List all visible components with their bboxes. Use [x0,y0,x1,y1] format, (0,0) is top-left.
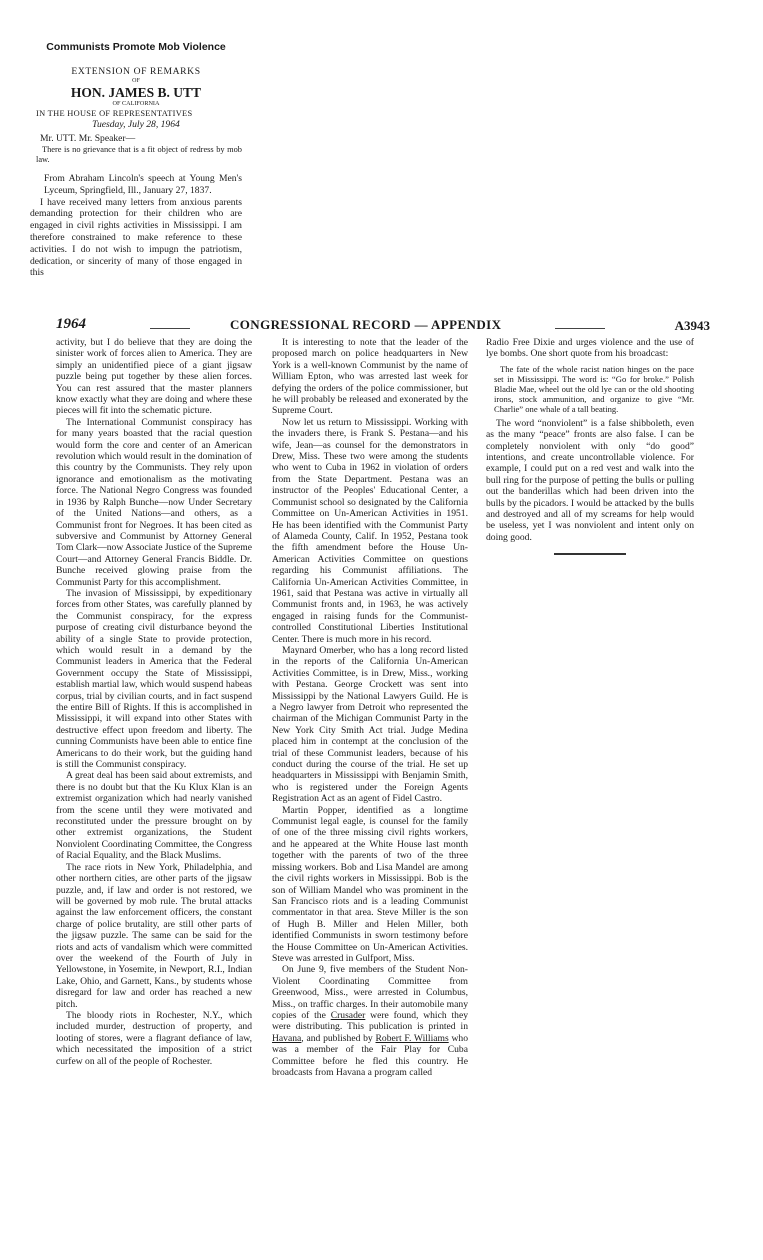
intro-paragraph: I have received many letters from anxious parents demanding protection for their children who are engaged in civil rights activities in Mississippi. I am therefore constrained to make reference to these activities. I do not wish to impugn the patriotism, dedication, or sincerity of many of those engaged in this [30,196,242,279]
speech-headline: Communists Promote Mob Violence [46,41,226,53]
page-header [50,316,710,336]
paragraph: Now let us return to Mississippi. Working with the invaders there, is Frank S. Pestana—and his wife, Jean—as counsel for the demonstrators in Drew, Miss. These two were among the students who went to Cuba in 1962 in violation of orders from the State Department. Pestana was an instructor of the Peoples' Educational Center, a Communist school so designated by the California Committee on Un-American Activities in 1951. He has been identified with the Communist Party of Alameda County, Calif. In 1952, Pestana took the fifth amendment before the House Un-American Activities Committee on questions regarding his Communist affiliations. The California Un-American Activities Committee, in 1961, said that Pestana was active in virtually all Communist fronts and, in 1963, he was actively engaged in raising funds for the Communist-controlled Constitutional Liberties Institutional Center. There is much more in his record. [272,416,468,645]
paragraph: Maynard Omerber, who has a long record listed in the reports of the California Un-American Activities Committee, is in Drew, Miss., working with Pestana. George Crockett was sent into Mississippi by the National Lawyers Guild. He is a Negro lawyer from Detroit who represented the chairman of the Michigan Communist Party in the New York City Smith Act trial. Judge Medina placed him in contempt at the conclusion of the trial of these Communist leaders, because of his conduct during the course of the trial. He set up headquarters in Mississippi with Benjamin Smith, who is registered under the Foreign Agents Registration Act as an agent of Fidel Castro. [272,644,468,805]
column-1 [56,337,252,1067]
publication-name: Crusader [330,1009,366,1021]
paragraph: activity, but I do believe that they are doing the sinister work of forces alien to America. They are simply an unidentified piece of a giant jigsaw puzzle being put together by these alien forces. You can rest assured that the master planners know exactly what they are doing and where these pieces will fit into the schematic picture. [56,337,252,417]
extension-label: EXTENSION OF REMARKS [71,65,201,77]
of-label: OF [132,77,140,84]
house-label: IN THE HOUSE OF REPRESENTATIVES [36,108,193,118]
speech-date: Tuesday, July 28, 1964 [92,119,180,131]
broadcast-quote: The fate of the whole racist nation hinges on the pace set in Mississippi. The word is: “Go for broke.” Polish Bladie Mae, wheel out the old lye can or the old shooting irons, stock ammunition, and organize to give “Mr. Charlie” one whale of a tall beating. [494,363,694,414]
paragraph: The word “nonviolent” is a false shibboleth, even as the many “peace” fronts are also false. I can be completely nonviolent with only “do good” intentions, and create uncontrollable violence. For example, I could put on a red vest and walk into the bull ring for the purpose of petting the bulls or pulling out the banderillas which had been driven into the bulls by the picadors. I would be attacked by the bulls and destroyed and all of my screams for help would be useless, yet I was nonviolent and intent only on doing good. [486,417,694,543]
speech-intro [30,42,242,279]
paragraph: Martin Popper, identified as a longtime Communist legal eagle, is counsel for the family of one of the three missing civil rights workers, and he appeared at the White House last month together with the parents of two of the three missing workers. Bob and Lisa Mandel are among the civil rights workers in Mississippi. Bob is the son of William Mandel who was prominent in the San Francisco riots and is a leading Communist commentator in that area. Steve Miller is the son of Hugh B. Miller and Helen Miller, both identified Communists in sworn testimony before the House Committee on Un-American Activities. Steve was arrested in Gulfport, Miss. [272,804,468,964]
column-3 [486,337,694,555]
end-rule [554,553,626,555]
paragraph-crusader [272,964,468,1078]
city-name: Havana [272,1032,302,1044]
text-run: On June 9, five members of the Student Non-Violent Coordinating Committee from Greenwood, Miss., were arrested in Columbus, Miss., on traffic charges. In their automobile many copies of the [272,964,468,1021]
text-run: were found, which they were distributing. This publication is printed in [272,1009,468,1033]
paragraph: The bloody riots in Rochester, N.Y., which included murder, destruction of property, and looting of stores, were a flagrant defiance of law, which necessitated the imposition of a strict curfew on all of the people of Rochester. [56,1009,252,1067]
lincoln-quote: There is no grievance that is a fit object of redress by mob law. [36,144,242,164]
column-2 [272,337,468,1078]
paragraph: It is interesting to note that the leader of the proposed march on police headquarters in New York is a well-known Communist by the name of William Epton, who was arrested last week for defying the orders of the police commissioner, but he will probably be released and exonerated by the Supreme Court. [272,337,468,417]
header-page-number: A3943 [674,318,710,333]
paragraph: A great deal has been said about extremists, and there is no doubt but that the Ku Klux Klan is an extremist organization which had nearly vanished from the scene until they were motivated and reconstituted under the pressure brought on by other extremist organizations, the Student Nonviolent Coordinating Committee, the Congress of Racial Equality, and the Black Muslims. [56,770,252,862]
paragraph: The race riots in New York, Philadelphia, and other northern cities, are other parts of the jigsaw puzzle, and, if law and order is not restored, we will be governed by mob rule. The brutal attacks against the law enforcement officers, the constant charge of police brutality, are still other parts of the jigsaw puzzle. The same can be said for the riots and acts of vandalism which were committed over the weekend of the Fourth of July in Yellowstone, in Yosemite, in Newport, R.I., Indian Lake, Ohio, and Garnett, Kans., by students whose disregard for law and order has reached a new pitch. [56,861,252,1010]
text-run: , and published by [301,1032,376,1044]
header-rule-left [150,328,190,329]
text-run: who was a member of the Fair Play for Cuba Committee before he fled this country. He broadcasts from Havana a program called [272,1032,469,1078]
speaker-line: Mr. UTT. Mr. Speaker— [40,133,136,145]
header-rule-right [555,328,605,329]
header-title: CONGRESSIONAL RECORD — APPENDIX [230,317,502,332]
quote-attribution: From Abraham Lincoln's speech at Young Men's Lyceum, Springfield, Ill., January 27, 1837. [44,172,242,196]
paragraph: The International Communist conspiracy has for many years boasted that the racial question would form the core and center of an American revolution which would result in the domination of this country by the Communists. They rely upon ignorance and emotionalism as the motivating force. The National Negro Congress was founded in 1936 by Ralph Bunche—now Under Secretary of the United Nations—and others, as a Communist front for Negroes. It has been cited as subversive and Communist by Attorney General Tom Clark—now Associate Justice of the Supreme Court—and Attorney General Francis Biddle. Dr. Bunche received glowing praise from the Communist Party for this accomplishment. [56,416,252,588]
paragraph: The invasion of Mississippi, by expeditionary forces from other States, was carefully planned by the Communist conspiracy, for the express purpose of creating civil disturbance beyond the ability of a single State to provide protection, which would result in a demand by the Communist leaders in America that the Federal Government occupy the State of Mississippi, establish martial law, which would suspend habeas corpus, trial by civilian courts, and in fact suspend the entire Bill of Rights. If this is accomplished in Mississippi, it will expand into other States with destructive effect upon freedom and liberty. The cunning Communists have been able to entice fine Americans to do their work, but the guiding hand is still the Communist conspiracy. [56,587,252,771]
person-name: Robert F. Williams [375,1032,449,1044]
member-state: OF CALIFORNIA [112,99,160,107]
paragraph: Radio Free Dixie and urges violence and the use of lye bombs. One short quote from his broadcast: [486,337,694,360]
header-year: 1964 [56,316,86,332]
member-name: HON. JAMES B. UTT [70,84,202,100]
